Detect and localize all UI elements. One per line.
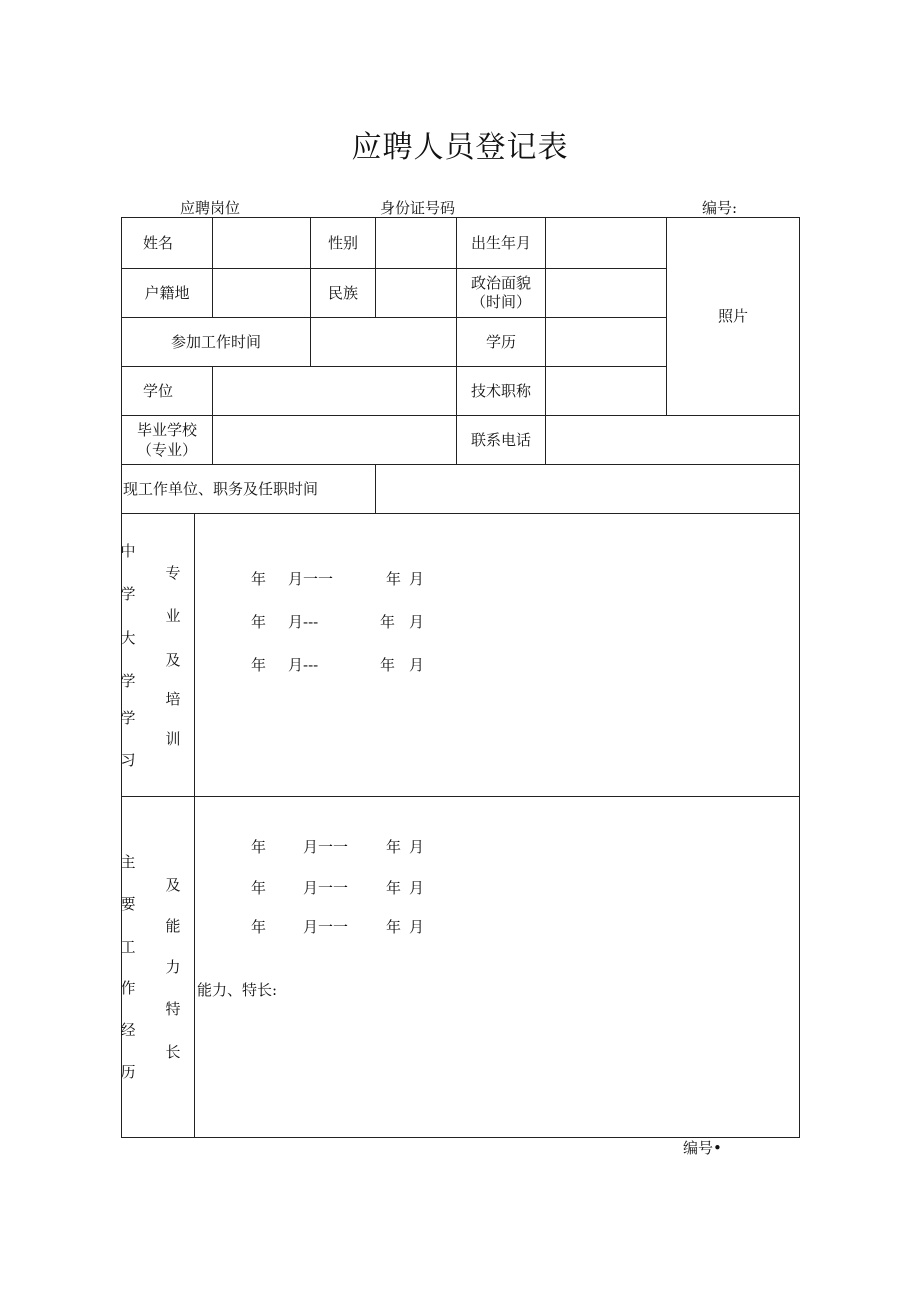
row-divider — [121, 513, 800, 514]
label-photo: 照片 — [717, 307, 748, 325]
study-left-char: 学 — [120, 672, 136, 690]
col-divider — [212, 217, 213, 318]
year-label: 年 — [386, 879, 402, 897]
study-right-char: 业 — [165, 607, 181, 625]
label-phone: 联系电话 — [470, 430, 531, 449]
label-work-start: 参加工作时间 — [170, 332, 261, 351]
label-school — [122, 416, 212, 464]
study-right-char: 培 — [165, 690, 181, 708]
month-label: 月 — [409, 613, 425, 631]
ethnicity-input[interactable] — [379, 274, 457, 314]
row-divider — [121, 796, 800, 797]
work-left-char: 主 — [120, 853, 136, 871]
table-border-bottom — [121, 1137, 800, 1138]
study-left-char: 学 — [120, 709, 136, 727]
month-label: 月 — [409, 918, 425, 936]
row-divider — [121, 464, 800, 465]
work-left-char: 要 — [120, 895, 136, 913]
year-label: 年 — [386, 570, 402, 588]
work-start-input[interactable] — [314, 323, 456, 363]
ability-label: 能力、特长: — [197, 981, 278, 999]
month-dash-label: 月--- — [288, 613, 319, 631]
year-label: 年 — [251, 656, 267, 674]
year-label: 年 — [251, 570, 267, 588]
phone-input[interactable] — [549, 421, 799, 461]
month-dash-label: 月--- — [288, 656, 319, 674]
study-right-char: 专 — [165, 564, 181, 582]
study-right-char: 训 — [165, 730, 181, 748]
study-right-char: 及 — [165, 651, 181, 669]
degree-input[interactable] — [216, 372, 456, 412]
year-label: 年 — [251, 918, 267, 936]
political-input[interactable] — [549, 274, 667, 314]
year-label: 年 — [251, 879, 267, 897]
header-position-label: 应聘岗位 — [180, 199, 241, 217]
education-input[interactable] — [549, 323, 667, 363]
study-left-char: 中 — [120, 542, 136, 560]
month-dash-label: 月一一 — [288, 570, 334, 588]
header-id-label: 身份证号码 — [380, 199, 456, 217]
work-right-char: 及 — [165, 876, 181, 894]
col-divider — [212, 366, 213, 464]
page-title: 应聘人员登记表 — [351, 130, 569, 165]
label-hukou: 户籍地 — [144, 283, 190, 302]
footer-serial-label: 编号• — [683, 1139, 722, 1157]
label-political-line2: （时间） — [470, 293, 531, 311]
label-school-line1: 毕业学校 — [136, 421, 197, 439]
study-left-char: 大 — [120, 629, 136, 647]
work-left-char: 作 — [120, 979, 136, 997]
study-left-char: 学 — [120, 585, 136, 603]
ability-textarea[interactable] — [200, 1006, 794, 1134]
work-right-char: 长 — [165, 1043, 181, 1061]
year-label: 年 — [386, 838, 402, 856]
row-divider — [121, 366, 667, 367]
work-right-char: 特 — [165, 1000, 181, 1018]
col-divider — [375, 217, 376, 318]
month-label: 月 — [409, 656, 425, 674]
work-right-char: 力 — [165, 958, 181, 976]
month-label: 月 — [409, 838, 425, 856]
work-left-char: 历 — [120, 1063, 136, 1081]
label-degree: 学位 — [142, 381, 173, 400]
table-border-right — [799, 217, 800, 1138]
label-political-line1: 政治面貌 — [470, 274, 531, 292]
work-left-char: 工 — [120, 938, 136, 956]
current-job-input[interactable] — [379, 470, 799, 510]
month-label: 月 — [409, 570, 425, 588]
label-school-line2: （专业） — [136, 441, 197, 459]
col-divider — [194, 513, 195, 1137]
label-title-rank: 技术职称 — [470, 381, 531, 400]
month-dash-label: 月一一 — [303, 918, 349, 936]
year-label: 年 — [380, 613, 396, 631]
year-label: 年 — [251, 613, 267, 631]
label-education: 学历 — [485, 332, 516, 351]
col-divider — [545, 217, 546, 464]
year-label: 年 — [386, 918, 402, 936]
month-dash-label: 月一一 — [303, 879, 349, 897]
work-right-char: 能 — [165, 917, 181, 935]
label-ethnicity: 民族 — [327, 283, 358, 302]
month-label: 月 — [409, 879, 425, 897]
label-name: 姓名 — [142, 233, 173, 252]
year-label: 年 — [380, 656, 396, 674]
title-rank-input[interactable] — [549, 372, 667, 412]
year-label: 年 — [251, 838, 267, 856]
gender-input[interactable] — [379, 224, 457, 264]
month-dash-label: 月一一 — [303, 838, 349, 856]
header-serial-label: 编号: — [702, 199, 738, 217]
school-input[interactable] — [216, 421, 456, 461]
hukou-input[interactable] — [216, 274, 310, 314]
photo-box[interactable] — [667, 218, 799, 415]
study-left-char: 习 — [120, 751, 136, 769]
label-gender: 性别 — [327, 233, 358, 252]
label-birth: 出生年月 — [470, 233, 531, 252]
col-divider — [375, 464, 376, 513]
birth-input[interactable] — [549, 224, 667, 264]
name-input[interactable] — [216, 224, 310, 264]
label-political — [457, 269, 545, 317]
label-current-job: 现工作单位、职务及任职时间 — [123, 480, 319, 498]
work-left-char: 经 — [120, 1021, 136, 1039]
